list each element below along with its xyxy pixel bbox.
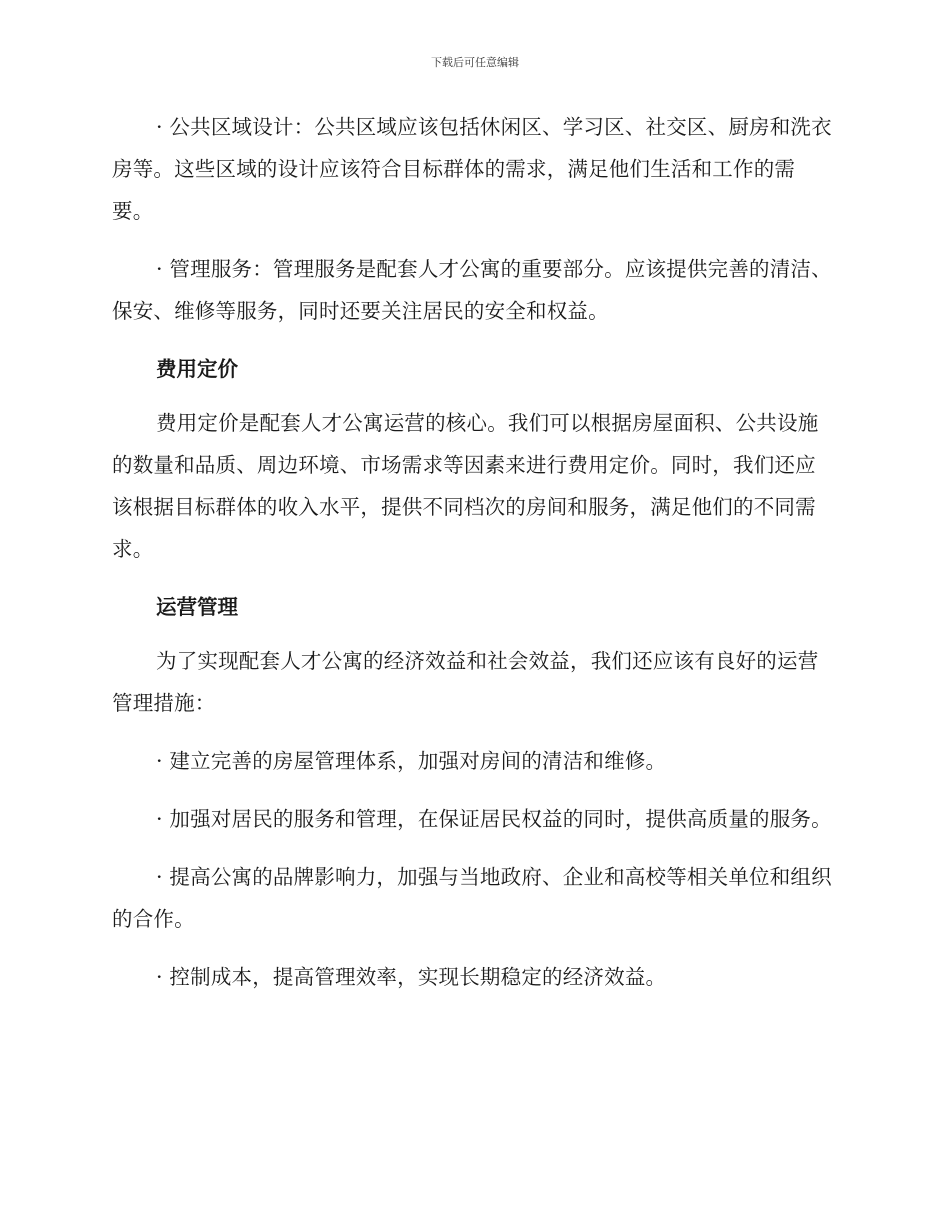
document-body [112,106,832,1014]
list-item-cost-control: · 控制成本，提高管理效率，实现长期稳定的经济效益。 [156,965,667,989]
list-item-brand-influence: · 提高公寓的品牌影响力，加强与当地政府、企业和高校等相关单位和组织的合作。 [112,865,832,931]
page-header: 下载后可任意编辑 [431,56,519,69]
paragraph-pricing: 费用定价是配套人才公寓运营的核心。我们可以根据房屋面积、公共设施的数量和品质、周边环境、市场需求等因素来进行费用定价。同时，我们还应该根据目标群体的收入水平，提供不同档次的房间和服务，满足他们的不同需求。 [112,411,819,561]
list-item-housing-system: · 建立完善的房屋管理体系，加强对房间的清洁和维修。 [156,749,667,773]
section-heading-operations: 运营管理 [156,595,238,619]
paragraph-management-service: · 管理服务：管理服务是配套人才公寓的重要部分。应该提供完善的清洁、保安、维修等服务，同时还要关注居民的安全和权益。 [112,257,832,323]
section-heading-pricing: 费用定价 [156,357,238,381]
paragraph-public-area: · 公共区域设计：公共区域应该包括休闲区、学习区、社交区、厨房和洗衣房等。这些区域的设计应该符合目标群体的需求，满足他们生活和工作的需要。 [112,115,832,223]
list-item-resident-service: · 加强对居民的服务和管理，在保证居民权益的同时，提供高质量的服务。 [156,807,832,831]
paragraph-operations-intro: 为了实现配套人才公寓的经济效益和社会效益，我们还应该有良好的运营管理措施： [112,649,819,715]
